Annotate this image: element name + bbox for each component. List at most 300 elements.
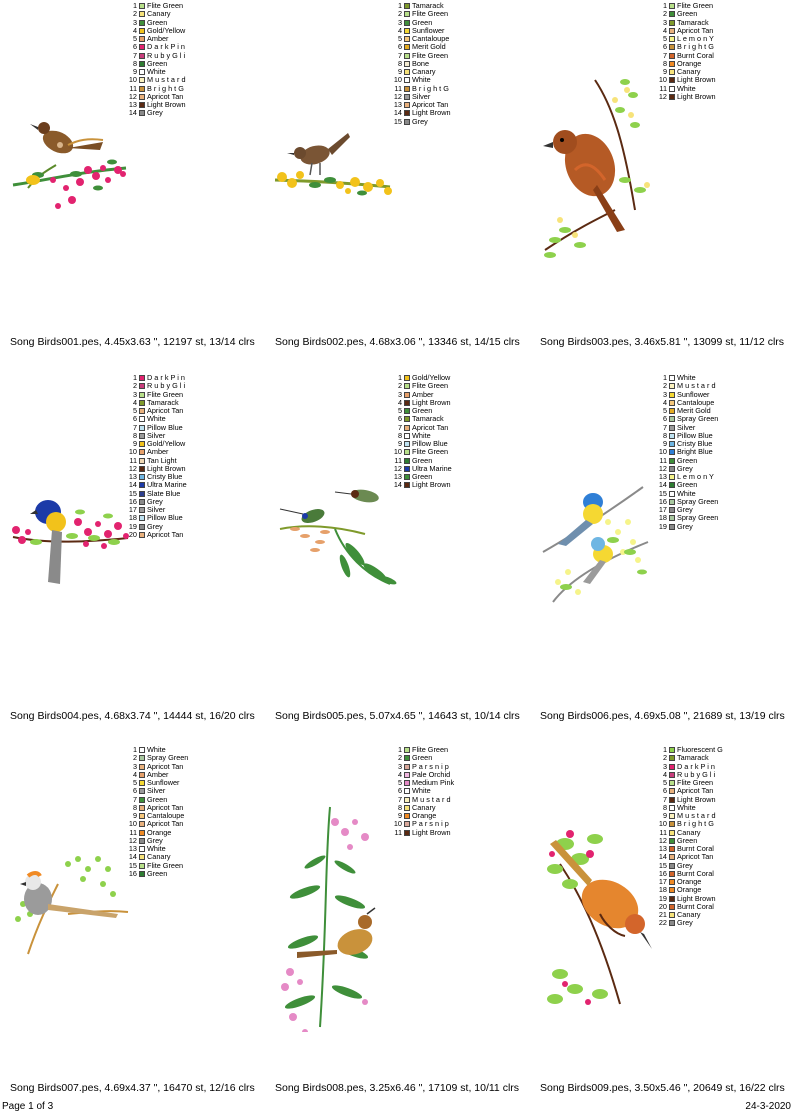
design-cell-2 xyxy=(265,0,529,372)
color-number: 6 xyxy=(132,786,137,796)
color-name: B r i g h t G xyxy=(147,83,184,93)
color-swatch xyxy=(404,3,410,9)
color-name: B r i g h t G xyxy=(412,83,449,93)
embroidery-art-wren-yellow-flowers xyxy=(270,125,400,215)
color-number: 8 xyxy=(662,58,667,68)
color-name: White xyxy=(147,67,166,76)
color-name: Silver xyxy=(147,430,166,440)
color-number: 14 xyxy=(658,480,667,490)
color-name: B r i g h t G xyxy=(677,819,714,829)
design-cell-9 xyxy=(530,744,794,1116)
color-number: 17 xyxy=(128,505,137,514)
color-name: Fluorescent G xyxy=(677,745,723,754)
color-name: White xyxy=(147,844,166,853)
color-number: 5 xyxy=(132,34,137,43)
color-number: 10 xyxy=(128,75,137,85)
color-number: 17 xyxy=(658,505,667,514)
color-number: 11 xyxy=(129,83,137,93)
color-swatch xyxy=(404,416,410,422)
color-name: Burnt Coral xyxy=(677,50,714,60)
color-legend-row xyxy=(390,118,451,126)
color-swatch xyxy=(669,797,675,803)
color-name: Cantaloupe xyxy=(412,34,450,43)
color-name: Silver xyxy=(677,422,696,432)
color-number: 11 xyxy=(129,827,137,837)
color-number: 18 xyxy=(658,885,667,895)
color-name: Spray Green xyxy=(677,414,719,424)
color-swatch xyxy=(669,788,675,794)
color-name: White xyxy=(412,786,431,796)
color-number: 2 xyxy=(132,753,137,763)
color-number: 10 xyxy=(658,75,667,85)
color-swatch xyxy=(669,11,675,17)
color-swatch xyxy=(404,764,410,770)
color-number: 8 xyxy=(397,802,402,812)
color-number: 2 xyxy=(662,753,667,763)
color-number: 11 xyxy=(394,827,402,837)
color-number: 13 xyxy=(658,844,667,853)
color-legend xyxy=(125,2,186,118)
color-swatch xyxy=(669,912,675,918)
color-name: Amber xyxy=(412,389,434,399)
color-name: Apricot Tan xyxy=(412,100,449,109)
color-swatch xyxy=(139,61,145,67)
color-swatch xyxy=(669,515,675,521)
color-name: Tamarack xyxy=(677,753,709,763)
color-number: 2 xyxy=(132,9,137,19)
color-number: 3 xyxy=(132,389,137,399)
color-number: 2 xyxy=(662,381,667,391)
color-name: Spray Green xyxy=(677,513,719,523)
color-swatch xyxy=(404,830,410,836)
color-number: 9 xyxy=(397,67,402,76)
color-swatch xyxy=(669,524,675,530)
design-caption: Song Birds003.pes, 3.46x5.81 ", 13099 st, 11/12 clrs xyxy=(540,336,785,348)
color-number: 16 xyxy=(128,496,137,506)
color-number: 12 xyxy=(658,835,667,845)
color-swatch xyxy=(404,482,410,488)
color-number: 9 xyxy=(132,439,137,448)
color-number: 2 xyxy=(397,9,402,19)
color-number: 3 xyxy=(662,17,667,27)
color-number: 19 xyxy=(658,893,667,903)
color-number: 1 xyxy=(397,745,402,754)
color-name: Pale Orchid xyxy=(412,769,451,779)
color-swatch xyxy=(139,797,145,803)
color-swatch xyxy=(669,94,675,100)
color-number: 2 xyxy=(662,9,667,19)
color-number: 16 xyxy=(128,868,137,878)
color-swatch xyxy=(669,392,675,398)
color-swatch xyxy=(404,458,410,464)
color-name: Amber xyxy=(147,34,169,43)
color-number: 12 xyxy=(658,463,667,473)
embroidery-art-thrasher-pink-buds xyxy=(540,824,665,1014)
color-swatch xyxy=(139,86,145,92)
color-name: Apricot Tan xyxy=(412,422,449,432)
color-number: 2 xyxy=(132,381,137,391)
color-name: Apricot Tan xyxy=(147,819,184,829)
color-name: Sunflower xyxy=(147,778,180,787)
color-swatch xyxy=(669,458,675,464)
color-name: Grey xyxy=(412,116,428,126)
color-swatch xyxy=(139,854,145,860)
color-name: Canary xyxy=(677,827,701,837)
color-number: 14 xyxy=(128,852,137,862)
color-name: L e m o n Y xyxy=(677,34,714,43)
color-name: Apricot Tan xyxy=(147,802,184,812)
color-swatch xyxy=(139,44,145,50)
color-swatch xyxy=(404,755,410,761)
color-name: M u s t a r d xyxy=(677,381,716,391)
color-number: 6 xyxy=(397,786,402,796)
color-swatch xyxy=(139,863,145,869)
color-name: Green xyxy=(677,9,698,19)
embroidery-art-hummingbirds-leaves xyxy=(275,484,405,594)
color-number: 1 xyxy=(662,1,667,10)
color-name: P a r s n i p xyxy=(412,761,449,771)
color-legend-row xyxy=(655,919,723,927)
color-number: 8 xyxy=(397,430,402,440)
color-swatch xyxy=(669,755,675,761)
color-swatch xyxy=(404,110,410,116)
color-swatch xyxy=(139,36,145,42)
color-number: 21 xyxy=(658,910,667,919)
color-number: 18 xyxy=(128,513,137,523)
color-number: 9 xyxy=(397,439,402,448)
design-cell-8 xyxy=(265,744,529,1116)
color-swatch xyxy=(669,482,675,488)
color-swatch xyxy=(669,747,675,753)
color-number: 5 xyxy=(132,406,137,415)
color-number: 4 xyxy=(397,769,402,779)
color-name: Grey xyxy=(147,521,163,531)
color-number: 1 xyxy=(397,373,402,382)
color-number: 1 xyxy=(397,1,402,10)
color-number: 10 xyxy=(128,447,137,457)
color-number: 5 xyxy=(662,34,667,43)
color-swatch xyxy=(139,375,145,381)
color-number: 14 xyxy=(393,108,402,118)
color-name: Light Brown xyxy=(412,397,451,407)
color-name: Pillow Blue xyxy=(147,422,183,432)
color-number: 4 xyxy=(132,769,137,779)
color-name: Canary xyxy=(412,67,436,76)
color-name: Green xyxy=(677,480,698,490)
color-number: 10 xyxy=(658,447,667,457)
color-number: 1 xyxy=(132,745,137,754)
color-name: Cristy Blue xyxy=(147,472,183,481)
color-name: Light Brown xyxy=(412,480,451,490)
color-number: 15 xyxy=(128,860,137,870)
color-swatch xyxy=(669,28,675,34)
color-number: 7 xyxy=(662,422,667,432)
color-name: Gold/Yellow xyxy=(147,25,186,35)
color-name: R u b y G l i xyxy=(677,769,716,779)
color-number: 14 xyxy=(393,480,402,490)
embroidery-art-wren-pink-flowers-fern xyxy=(275,802,385,1032)
color-swatch xyxy=(139,813,145,819)
color-swatch xyxy=(139,458,145,464)
color-name: Light Brown xyxy=(677,893,716,903)
color-name: Flite Green xyxy=(147,1,184,10)
color-number: 6 xyxy=(662,42,667,52)
color-swatch xyxy=(139,3,145,9)
color-number: 20 xyxy=(658,901,667,911)
color-number: 3 xyxy=(662,389,667,399)
color-number: 13 xyxy=(393,472,402,481)
color-swatch xyxy=(139,20,145,26)
color-legend-row xyxy=(390,481,452,489)
color-number: 10 xyxy=(393,447,402,457)
color-swatch xyxy=(404,813,410,819)
color-legend xyxy=(655,746,723,928)
color-name: R u b y G l i xyxy=(147,381,186,391)
color-number: 9 xyxy=(662,67,667,76)
design-caption: Song Birds002.pes, 4.68x3.06 ", 13346 st, 14/15 clrs xyxy=(275,336,520,348)
color-name: White xyxy=(677,802,696,812)
design-cell-3 xyxy=(530,0,794,372)
color-swatch xyxy=(404,44,410,50)
color-name: Apricot Tan xyxy=(677,852,714,862)
color-number: 13 xyxy=(393,100,402,109)
color-swatch xyxy=(139,755,145,761)
color-swatch xyxy=(139,425,145,431)
design-caption: Song Birds007.pes, 4.69x4.37 ", 16470 st, 12/16 clrs xyxy=(10,1082,255,1094)
color-swatch xyxy=(669,53,675,59)
color-number: 15 xyxy=(393,116,402,126)
color-swatch xyxy=(404,788,410,794)
color-number: 12 xyxy=(658,91,667,101)
color-number: 22 xyxy=(658,918,667,928)
color-number: 10 xyxy=(658,819,667,829)
color-number: 4 xyxy=(662,769,667,779)
color-name: Spray Green xyxy=(147,753,189,763)
color-number: 11 xyxy=(659,455,667,465)
color-number: 13 xyxy=(128,100,137,109)
color-name: Light Brown xyxy=(677,75,716,85)
color-name: Tamarack xyxy=(147,397,179,407)
color-swatch xyxy=(404,408,410,414)
color-swatch xyxy=(669,896,675,902)
color-swatch xyxy=(404,102,410,108)
color-name: Burnt Coral xyxy=(677,901,714,911)
color-swatch xyxy=(669,416,675,422)
color-name: Flite Green xyxy=(147,860,184,870)
color-number: 4 xyxy=(662,25,667,35)
color-legend xyxy=(390,374,452,490)
color-name: Grey xyxy=(677,463,693,473)
color-number: 6 xyxy=(397,42,402,52)
color-name: Green xyxy=(677,455,698,465)
color-number: 19 xyxy=(658,521,667,531)
color-number: 5 xyxy=(662,406,667,415)
color-name: Green xyxy=(147,17,168,27)
color-swatch xyxy=(139,747,145,753)
color-name: R u b y G l i xyxy=(147,50,186,60)
color-number: 6 xyxy=(662,414,667,424)
color-number: 6 xyxy=(662,786,667,796)
color-number: 13 xyxy=(128,844,137,853)
color-name: Silver xyxy=(147,786,166,796)
color-name: Medium Pink xyxy=(412,778,455,787)
color-name: Grey xyxy=(677,918,693,928)
design-cell-7 xyxy=(0,744,264,1116)
color-number: 10 xyxy=(393,819,402,829)
color-number: 1 xyxy=(132,1,137,10)
color-name: Flite Green xyxy=(412,9,449,19)
color-name: White xyxy=(677,373,696,382)
color-name: M u s t a r d xyxy=(147,75,186,85)
color-number: 10 xyxy=(393,75,402,85)
color-name: Flite Green xyxy=(412,447,449,457)
color-number: 8 xyxy=(662,802,667,812)
color-name: Tamarack xyxy=(412,1,444,10)
color-swatch xyxy=(669,780,675,786)
color-swatch xyxy=(139,482,145,488)
color-legend-row xyxy=(125,531,187,539)
color-swatch xyxy=(669,764,675,770)
color-name: Green xyxy=(147,794,168,804)
color-swatch xyxy=(139,764,145,770)
color-name: Grey xyxy=(147,108,163,118)
color-number: 7 xyxy=(397,50,402,60)
embroidery-art-flycatcher-branch xyxy=(535,67,667,270)
color-swatch xyxy=(139,474,145,480)
color-number: 12 xyxy=(393,91,402,101)
color-swatch xyxy=(139,788,145,794)
color-name: Silver xyxy=(412,91,431,101)
color-legend xyxy=(390,2,451,126)
color-swatch xyxy=(404,94,410,100)
color-number: 20 xyxy=(128,529,137,539)
color-swatch xyxy=(669,507,675,513)
color-number: 3 xyxy=(662,761,667,771)
color-name: Gold/Yellow xyxy=(147,439,186,448)
color-name: B r i g h t G xyxy=(677,42,714,52)
color-name: Sunflower xyxy=(677,389,710,399)
color-swatch xyxy=(404,821,410,827)
color-name: Bright Blue xyxy=(677,447,713,457)
color-number: 8 xyxy=(132,58,137,68)
design-caption: Song Birds005.pes, 5.07x4.65 ", 14643 st, 10/14 clrs xyxy=(275,710,520,722)
design-caption: Song Birds009.pes, 3.50x5.46 ", 20649 st, 16/22 clrs xyxy=(540,1082,785,1094)
color-name: Pillow Blue xyxy=(147,513,183,523)
color-name: Merit Gold xyxy=(677,406,711,415)
color-number: 2 xyxy=(397,381,402,391)
color-name: White xyxy=(412,75,431,85)
color-name: Grey xyxy=(147,496,163,506)
color-legend xyxy=(390,746,454,837)
color-number: 9 xyxy=(397,811,402,820)
color-swatch xyxy=(139,110,145,116)
color-swatch xyxy=(139,805,145,811)
color-swatch xyxy=(139,515,145,521)
design-caption: Song Birds004.pes, 4.68x3.74 ", 14444 st, 16/20 clrs xyxy=(10,710,255,722)
color-name: Light Brown xyxy=(677,794,716,804)
color-swatch xyxy=(669,805,675,811)
color-number: 7 xyxy=(397,794,402,804)
print-date: 24-3-2020 xyxy=(745,1101,791,1112)
color-name: Burnt Coral xyxy=(677,868,714,878)
color-name: White xyxy=(147,745,166,754)
color-name: Orange xyxy=(412,811,437,820)
color-swatch xyxy=(139,383,145,389)
color-name: Light Brown xyxy=(147,100,186,109)
color-name: Canary xyxy=(677,910,701,919)
color-name: Orange xyxy=(147,827,172,837)
color-name: Light Brown xyxy=(412,108,451,118)
color-swatch xyxy=(669,871,675,877)
color-number: 7 xyxy=(662,50,667,60)
color-swatch xyxy=(669,854,675,860)
color-number: 12 xyxy=(393,463,402,473)
color-number: 7 xyxy=(132,50,137,60)
color-swatch xyxy=(669,863,675,869)
color-swatch xyxy=(669,846,675,852)
color-swatch xyxy=(139,433,145,439)
color-number: 5 xyxy=(397,34,402,43)
color-swatch xyxy=(404,69,410,75)
color-swatch xyxy=(139,441,145,447)
color-name: Amber xyxy=(147,769,169,779)
color-name: Grey xyxy=(677,505,693,514)
color-swatch xyxy=(139,408,145,414)
color-swatch xyxy=(404,474,410,480)
color-name: Tamarack xyxy=(677,17,709,27)
color-name: Burnt Coral xyxy=(677,844,714,853)
color-swatch xyxy=(669,375,675,381)
color-swatch xyxy=(669,466,675,472)
color-swatch xyxy=(139,491,145,497)
color-swatch xyxy=(404,375,410,381)
color-name: D a r k P i n xyxy=(677,761,715,771)
color-swatch xyxy=(404,433,410,439)
color-name: Grey xyxy=(677,521,693,531)
color-swatch xyxy=(404,53,410,59)
color-swatch xyxy=(669,44,675,50)
embroidery-art-blue-bunting-pink-blossoms xyxy=(8,492,133,592)
color-number: 8 xyxy=(132,802,137,812)
color-swatch xyxy=(139,69,145,75)
color-swatch xyxy=(404,61,410,67)
design-caption: Song Birds006.pes, 4.69x5.08 ", 21689 st, 13/19 clrs xyxy=(540,710,785,722)
color-name: Amber xyxy=(147,447,169,457)
color-number: 11 xyxy=(129,455,137,465)
color-number: 8 xyxy=(397,58,402,68)
color-number: 6 xyxy=(397,414,402,424)
color-number: 4 xyxy=(132,25,137,35)
color-number: 12 xyxy=(128,835,137,845)
color-swatch xyxy=(669,20,675,26)
color-swatch xyxy=(669,449,675,455)
color-name: Green xyxy=(677,835,698,845)
color-name: P a r s n i p xyxy=(412,819,449,829)
color-name: D a r k P i n xyxy=(147,373,185,382)
color-swatch xyxy=(669,904,675,910)
color-legend-row xyxy=(655,93,716,101)
color-swatch xyxy=(669,425,675,431)
color-swatch xyxy=(669,838,675,844)
color-swatch xyxy=(669,821,675,827)
design-cell-5 xyxy=(265,372,529,744)
design-caption: Song Birds008.pes, 3.25x6.46 ", 17109 st, 10/11 clrs xyxy=(275,1082,520,1094)
color-number: 5 xyxy=(397,778,402,787)
color-number: 2 xyxy=(397,753,402,763)
color-name: Canary xyxy=(677,67,701,76)
color-name: Merit Gold xyxy=(412,42,446,52)
color-name: Ultra Marine xyxy=(412,463,452,473)
